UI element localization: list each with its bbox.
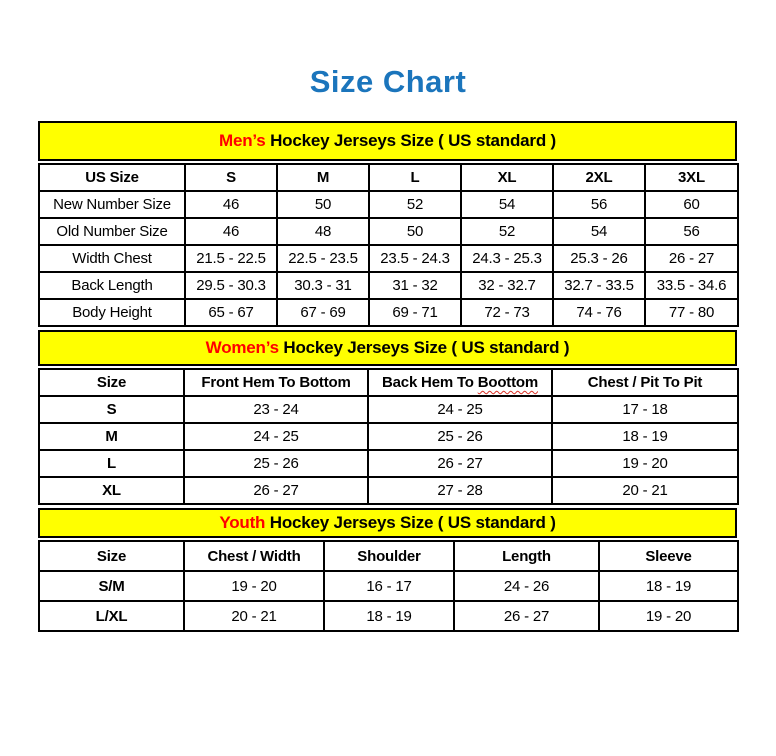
data-cell: 23 - 24: [184, 396, 368, 423]
data-cell: 25 - 26: [368, 423, 552, 450]
data-cell: 50: [277, 191, 369, 218]
womens-size-table: [38, 368, 739, 505]
table-row: [39, 299, 738, 326]
data-cell: 19 - 20: [599, 601, 738, 631]
row-label-cell: XL: [39, 477, 184, 504]
data-cell: 18 - 19: [552, 423, 738, 450]
row-label-cell: Width Chest: [39, 245, 185, 272]
table-header-row: [39, 369, 738, 396]
data-cell: 26 - 27: [454, 601, 599, 631]
data-cell: 21.5 - 22.5: [185, 245, 277, 272]
youth-caption-band: [38, 508, 737, 538]
data-cell: 25.3 - 26: [553, 245, 645, 272]
row-label-cell: L/XL: [39, 601, 184, 631]
womens-section: [38, 330, 737, 505]
data-cell: 18 - 19: [324, 601, 454, 631]
womens-caption-band: [38, 330, 737, 366]
data-cell: 65 - 67: [185, 299, 277, 326]
row-label-cell: Back Length: [39, 272, 185, 299]
data-cell: 23.5 - 24.3: [369, 245, 461, 272]
data-cell: 26 - 27: [368, 450, 552, 477]
page-title: Size Chart: [309, 64, 467, 99]
data-cell: 24.3 - 25.3: [461, 245, 553, 272]
data-cell: 48: [277, 218, 369, 245]
header-cell: S: [185, 164, 277, 191]
data-cell: 56: [553, 191, 645, 218]
data-cell: 50: [369, 218, 461, 245]
data-cell: 29.5 - 30.3: [185, 272, 277, 299]
data-cell: 72 - 73: [461, 299, 553, 326]
header-cell: Size: [39, 369, 184, 396]
data-cell: 27 - 28: [368, 477, 552, 504]
mens-caption-band: [38, 121, 737, 161]
header-cell: 2XL: [553, 164, 645, 191]
data-cell: 24 - 26: [454, 571, 599, 601]
table-row: [39, 396, 738, 423]
header-cell: Length: [454, 541, 599, 571]
data-cell: 26 - 27: [184, 477, 368, 504]
header-cell: Chest / Pit To Pit: [552, 369, 738, 396]
table-row: [39, 245, 738, 272]
table-row: [39, 272, 738, 299]
data-cell: 24 - 25: [368, 396, 552, 423]
table-row: [39, 477, 738, 504]
data-cell: 19 - 20: [552, 450, 738, 477]
youth-section: [38, 508, 737, 632]
data-cell: 46: [185, 218, 277, 245]
row-label-cell: M: [39, 423, 184, 450]
data-cell: 32 - 32.7: [461, 272, 553, 299]
row-label-cell: New Number Size: [39, 191, 185, 218]
youth-size-table: [38, 540, 739, 632]
header-cell: Front Hem To Bottom: [184, 369, 368, 396]
header-cell: 3XL: [645, 164, 738, 191]
data-cell: 74 - 76: [553, 299, 645, 326]
data-cell: 17 - 18: [552, 396, 738, 423]
womens-caption-accent: Women’s: [205, 338, 279, 357]
data-cell: 26 - 27: [645, 245, 738, 272]
row-label-cell: S: [39, 396, 184, 423]
data-cell: 46: [185, 191, 277, 218]
data-cell: 16 - 17: [324, 571, 454, 601]
data-cell: 22.5 - 23.5: [277, 245, 369, 272]
mens-section: [38, 121, 737, 327]
data-cell: 54: [553, 218, 645, 245]
header-cell: Sleeve: [599, 541, 738, 571]
table-row: [39, 218, 738, 245]
data-cell: 20 - 21: [552, 477, 738, 504]
row-label-cell: Body Height: [39, 299, 185, 326]
header-cell: L: [369, 164, 461, 191]
womens-caption-text: Hockey Jerseys Size ( US standard ): [278, 338, 570, 357]
data-cell: 60: [645, 191, 738, 218]
header-cell: Size: [39, 541, 184, 571]
mens-size-table: [38, 163, 739, 327]
mens-caption-accent: Men’s: [219, 131, 266, 150]
row-label-cell: S/M: [39, 571, 184, 601]
header-cell: XL: [461, 164, 553, 191]
header-cell: US Size: [39, 164, 185, 191]
data-cell: 32.7 - 33.5: [553, 272, 645, 299]
table-row: [39, 601, 738, 631]
data-cell: 20 - 21: [184, 601, 324, 631]
row-label-cell: Old Number Size: [39, 218, 185, 245]
table-row: [39, 571, 738, 601]
data-cell: 25 - 26: [184, 450, 368, 477]
table-row: [39, 191, 738, 218]
header-text: Back Hem To: [382, 374, 478, 391]
misspelled-word: Boottom: [477, 374, 538, 391]
data-cell: 24 - 25: [184, 423, 368, 450]
header-cell: Shoulder: [324, 541, 454, 571]
data-cell: 54: [461, 191, 553, 218]
table-row: [39, 423, 738, 450]
youth-caption-text: Hockey Jerseys Size ( US standard ): [265, 513, 556, 532]
size-chart-container: [38, 121, 737, 632]
data-cell: 19 - 20: [184, 571, 324, 601]
data-cell: 18 - 19: [599, 571, 738, 601]
table-header-row: [39, 541, 738, 571]
data-cell: 56: [645, 218, 738, 245]
header-cell: Chest / Width: [184, 541, 324, 571]
data-cell: 69 - 71: [369, 299, 461, 326]
data-cell: 30.3 - 31: [277, 272, 369, 299]
data-cell: 52: [369, 191, 461, 218]
row-label-cell: L: [39, 450, 184, 477]
data-cell: 52: [461, 218, 553, 245]
youth-caption-accent: Youth: [219, 513, 266, 532]
header-cell: M: [277, 164, 369, 191]
data-cell: 67 - 69: [277, 299, 369, 326]
table-row: [39, 450, 738, 477]
data-cell: 31 - 32: [369, 272, 461, 299]
data-cell: 33.5 - 34.6: [645, 272, 738, 299]
header-cell-misspelled: [368, 369, 552, 396]
table-header-row: [39, 164, 738, 191]
data-cell: 77 - 80: [645, 299, 738, 326]
mens-caption-text: Hockey Jerseys Size ( US standard ): [265, 131, 556, 150]
